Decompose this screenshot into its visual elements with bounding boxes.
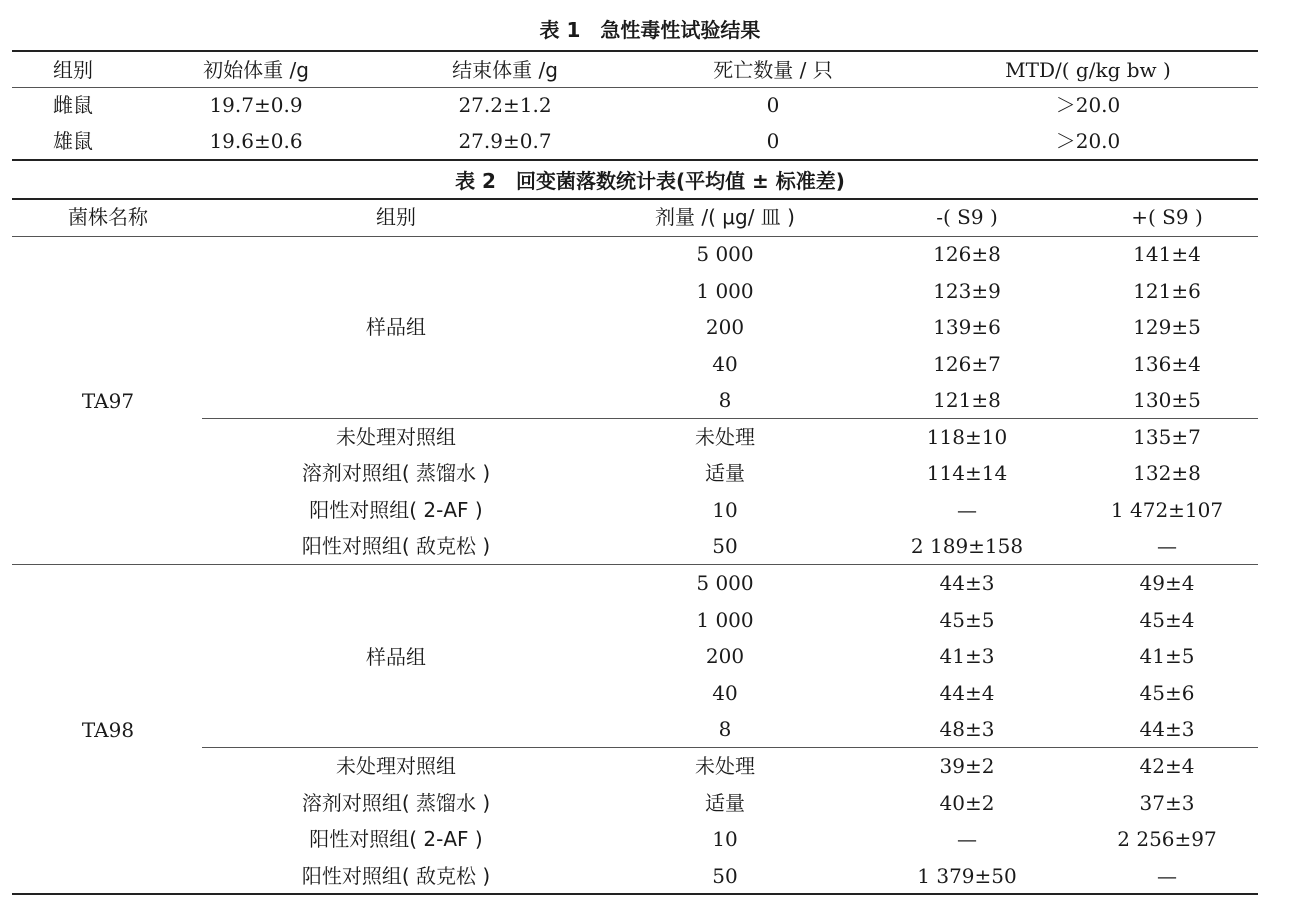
ta97-sample-divider: [202, 418, 1258, 419]
plus-s9-cell: 2 256±97: [1117, 827, 1217, 851]
group-cell: 未处理对照组: [336, 425, 456, 449]
minus-s9-cell: 48±3: [939, 717, 995, 741]
t1-cell: 雌鼠: [53, 93, 93, 117]
dose-cell: 8: [718, 388, 732, 412]
t2-header-dose: 剂量 /( μg/ 皿 ): [655, 205, 795, 229]
minus-s9-cell: 45±5: [939, 608, 995, 632]
plus-s9-cell: 45±6: [1139, 681, 1195, 705]
plus-s9-cell: 136±4: [1133, 352, 1201, 376]
t1-cell: 19.7±0.9: [209, 93, 303, 117]
plus-s9-cell: 130±5: [1133, 388, 1201, 412]
t2-header-plus-s9: +( S9 ): [1131, 205, 1203, 229]
minus-s9-cell: 121±8: [933, 388, 1001, 412]
group-cell: 溶剂对照组( 蒸馏水 ): [301, 461, 491, 485]
plus-s9-cell: 132±8: [1133, 461, 1201, 485]
plus-s9-cell: —: [1157, 864, 1177, 888]
dose-cell: 50: [712, 534, 738, 558]
t1-header-deaths: 死亡数量 / 只: [713, 58, 833, 82]
dose-cell: 5 000: [696, 571, 754, 595]
t1-cell: ＞20.0: [1055, 93, 1121, 117]
minus-s9-cell: 114±14: [926, 461, 1008, 485]
plus-s9-cell: 44±3: [1139, 717, 1195, 741]
ta98-sample-divider: [202, 747, 1258, 748]
dose-cell: 适量: [705, 461, 745, 485]
dose-cell: 10: [712, 827, 738, 851]
group-cell: 阳性对照组( 2-AF ): [309, 498, 483, 522]
plus-s9-cell: 121±6: [1133, 279, 1201, 303]
plus-s9-cell: 37±3: [1139, 791, 1195, 815]
strain-name: TA97: [81, 389, 135, 413]
table2-header-rule: [12, 236, 1258, 237]
minus-s9-cell: 40±2: [939, 791, 995, 815]
minus-s9-cell: 44±3: [939, 571, 995, 595]
plus-s9-cell: 41±5: [1139, 644, 1195, 668]
t1-header-final-weight: 结束体重 /g: [452, 58, 558, 82]
minus-s9-cell: 39±2: [939, 754, 995, 778]
group-cell: 未处理对照组: [336, 754, 456, 778]
minus-s9-cell: 118±10: [926, 425, 1008, 449]
strain-name: TA98: [81, 718, 135, 742]
minus-s9-cell: 44±4: [939, 681, 995, 705]
dose-cell: 1 000: [696, 279, 754, 303]
plus-s9-cell: 129±5: [1133, 315, 1201, 339]
group-cell: 阳性对照组( 2-AF ): [309, 827, 483, 851]
minus-s9-cell: 139±6: [933, 315, 1001, 339]
t1-header-group: 组别: [53, 58, 93, 82]
dose-cell: 1 000: [696, 608, 754, 632]
table2-top-rule: [12, 198, 1258, 200]
plus-s9-cell: 45±4: [1139, 608, 1195, 632]
group-cell: 阳性对照组( 敌克松 ): [301, 534, 491, 558]
t1-cell: 19.6±0.6: [209, 129, 303, 153]
plus-s9-cell: 141±4: [1133, 242, 1201, 266]
dose-cell: 5 000: [696, 242, 754, 266]
t1-header-initial-weight: 初始体重 /g: [203, 58, 309, 82]
dose-cell: 40: [712, 352, 738, 376]
table1-caption: 表 1 急性毒性试验结果: [539, 18, 761, 42]
t2-header-group: 组别: [376, 205, 416, 229]
minus-s9-cell: 2 189±158: [910, 534, 1024, 558]
minus-s9-cell: 123±9: [933, 279, 1001, 303]
t1-cell: 27.9±0.7: [458, 129, 552, 153]
plus-s9-cell: 42±4: [1139, 754, 1195, 778]
t1-cell: ＞20.0: [1055, 129, 1121, 153]
plus-s9-cell: 135±7: [1133, 425, 1201, 449]
table1-header-rule: [12, 87, 1258, 88]
dose-cell: 适量: [705, 791, 745, 815]
minus-s9-cell: —: [957, 498, 977, 522]
t1-cell: 27.2±1.2: [458, 93, 552, 117]
dose-cell: 未处理: [695, 754, 755, 778]
dose-cell: 200: [705, 644, 745, 668]
plus-s9-cell: 49±4: [1139, 571, 1195, 595]
strain-divider: [12, 564, 1258, 565]
dose-cell: 8: [718, 717, 732, 741]
sample-group-label: 样品组: [366, 645, 426, 669]
table1-bottom-rule: [12, 159, 1258, 161]
plus-s9-cell: 1 472±107: [1110, 498, 1224, 522]
t1-cell: 0: [766, 93, 780, 117]
t2-header-strain: 菌株名称: [68, 205, 148, 229]
minus-s9-cell: 126±7: [933, 352, 1001, 376]
plus-s9-cell: —: [1157, 534, 1177, 558]
t1-header-mtd: MTD/( g/kg bw ): [1005, 58, 1171, 82]
minus-s9-cell: 126±8: [933, 242, 1001, 266]
sample-group-label: 样品组: [366, 315, 426, 339]
dose-cell: 40: [712, 681, 738, 705]
minus-s9-cell: 1 379±50: [917, 864, 1017, 888]
dose-cell: 10: [712, 498, 738, 522]
group-cell: 阳性对照组( 敌克松 ): [301, 864, 491, 888]
dose-cell: 50: [712, 864, 738, 888]
dose-cell: 200: [705, 315, 745, 339]
table2-caption: 表 2 回变菌落数统计表(平均值 ± 标准差): [455, 169, 845, 193]
t1-cell: 0: [766, 129, 780, 153]
minus-s9-cell: 41±3: [939, 644, 995, 668]
group-cell: 溶剂对照组( 蒸馏水 ): [301, 791, 491, 815]
table2-bottom-rule: [12, 893, 1258, 895]
table1-top-rule: [12, 50, 1258, 52]
dose-cell: 未处理: [695, 425, 755, 449]
minus-s9-cell: —: [957, 827, 977, 851]
t2-header-minus-s9: -( S9 ): [936, 205, 998, 229]
t1-cell: 雄鼠: [53, 129, 93, 153]
